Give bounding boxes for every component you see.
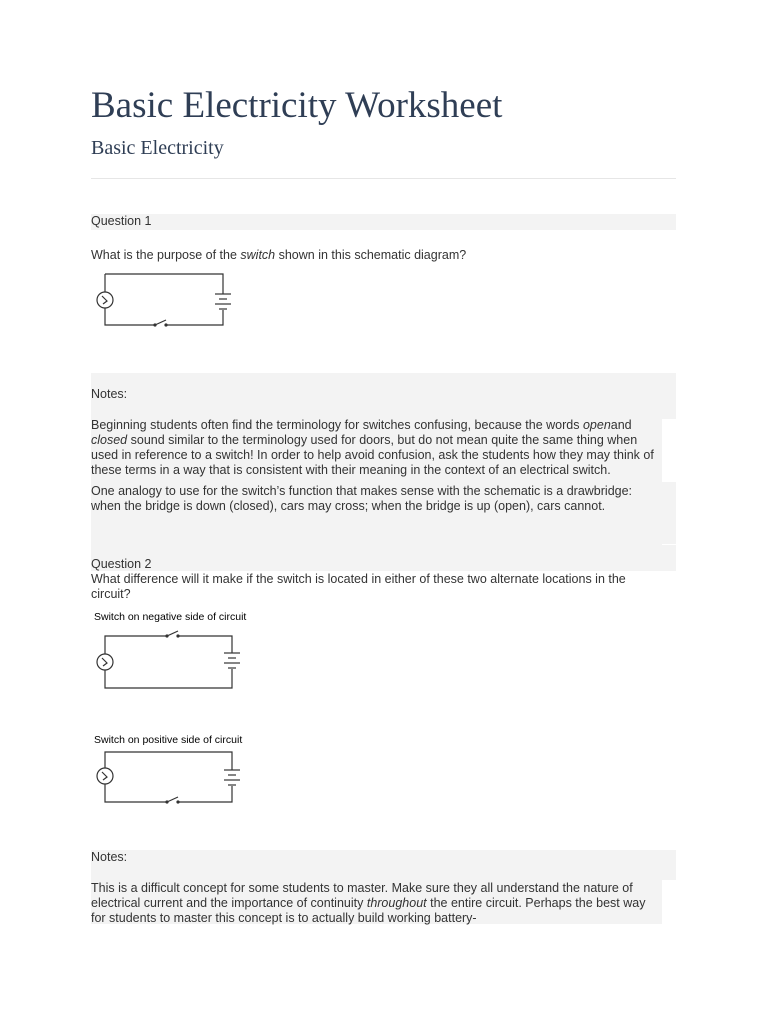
notes-text: and (610, 418, 632, 432)
question-1-notes-body (91, 418, 661, 514)
question-1-notes-band (91, 373, 676, 419)
diagram-label: Switch on positive side of circuit (94, 734, 243, 746)
question-1-heading-band (91, 214, 676, 230)
question-2-heading: Question 2 (91, 557, 152, 571)
header-divider (91, 178, 676, 179)
notes-paragraph (91, 418, 661, 478)
prompt-emphasis: switch (240, 248, 276, 262)
diagram-label: Switch on negative side of circuit (94, 611, 247, 623)
question-1-notes-heading: Notes: (91, 387, 128, 401)
question-2-notes-band (91, 850, 676, 880)
notes-emphasis: throughout (366, 896, 427, 910)
notes-text: This is a difficult concept for some students to master. Make sure they all understand the nature of electrical current and the importance of continuity (91, 881, 633, 910)
circuit-diagram-negative-switch (91, 606, 261, 692)
notes-text: sound similar to the terminology used for doors, but do not mean quite the same thing when used in reference to a switch! In order to help avoid confusion, ask the students how they may think of these terms in a way that is consistent with their meaning in the context of an electrical switch. (91, 433, 654, 477)
question-1-prompt (91, 248, 676, 263)
notes-paragraph (91, 881, 661, 926)
notes-emphasis: open (582, 418, 611, 432)
page-subtitle: Basic Electricity (91, 137, 224, 159)
notes-paragraph: One analogy to use for the switch’s function that makes sense with the schematic is a drawbridge: when the bridge is down (closed), cars may cross; when the bridge is up (open), cars cannot. (91, 484, 633, 513)
notes-text: the entire circuit. Perhaps the best way for students to master this concept is to actually build working battery- (91, 896, 646, 925)
prompt-text: shown in this schematic diagram? (275, 248, 467, 262)
switch-circuit-diagram (91, 268, 251, 332)
circuit-diagram-positive-switch (91, 730, 261, 808)
notes-text: Beginning students often find the terminology for switches confusing, because the words (91, 418, 583, 432)
question-1-heading: Question 1 (91, 214, 152, 228)
notes-band-edge (662, 482, 676, 544)
question-2-heading-band (91, 545, 676, 571)
question-2-notes-heading: Notes: (91, 850, 128, 864)
prompt-text: What is the purpose of the (91, 248, 241, 262)
notes-emphasis: closed (91, 433, 128, 447)
page-title: Basic Electricity Worksheet (91, 85, 503, 126)
question-2-notes-body (91, 881, 661, 926)
question-2-prompt: What difference will it make if the switch is located in either of these two alternate locations in the circuit? (91, 572, 626, 601)
